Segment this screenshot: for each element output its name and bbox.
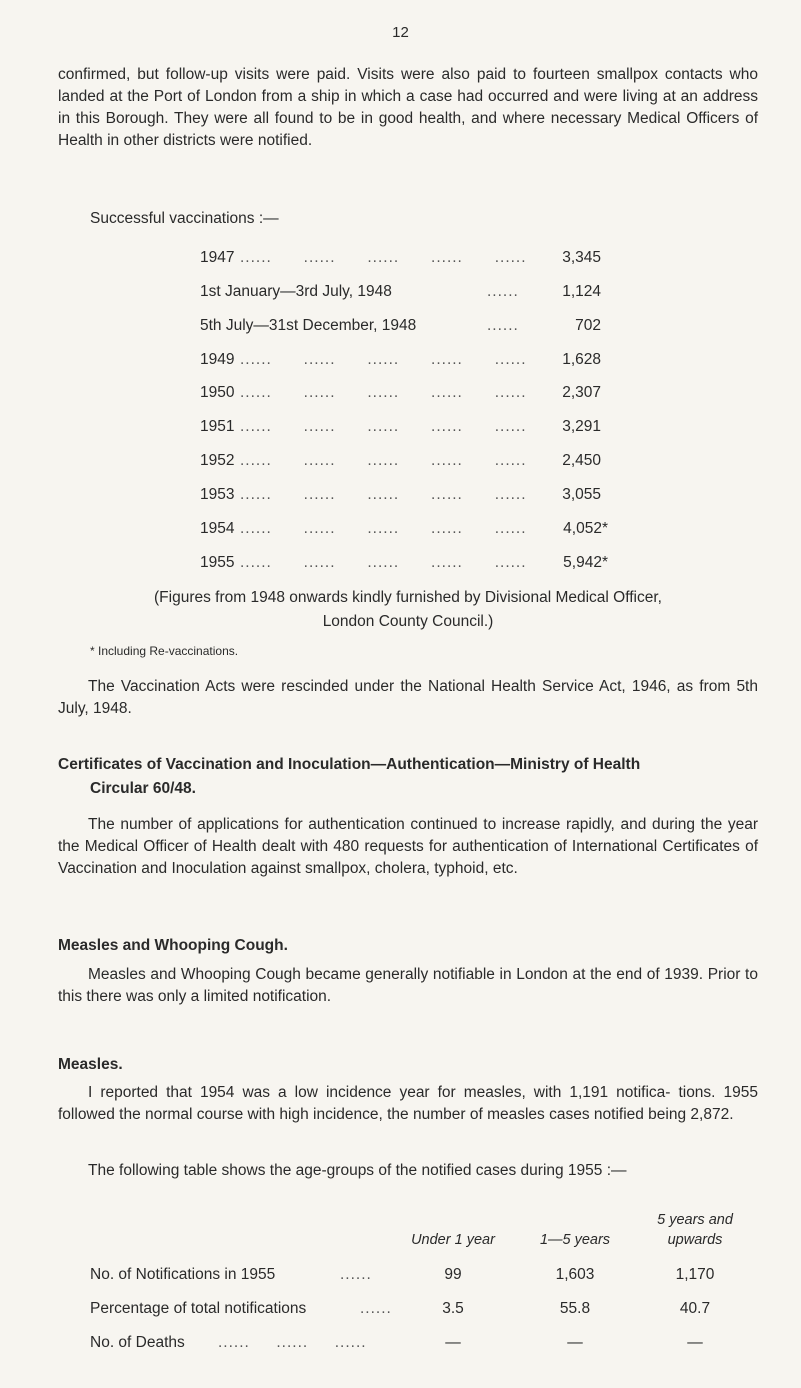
vaccination-row <box>0 552 801 574</box>
cell-1-5: 1,603 <box>555 1266 595 1283</box>
leader-dots: ...... ...... ...... ...... ...... <box>240 486 527 503</box>
vaccination-count: 1,124 <box>562 283 601 300</box>
vaccination-period: 1950 <box>200 384 235 401</box>
table-row <box>0 1264 801 1286</box>
cell-5-upwards: — <box>687 1334 703 1351</box>
vaccination-period: 5th July—31st December, 1948 <box>200 317 417 334</box>
vaccination-count: 3,345 <box>562 249 601 266</box>
measles-whooping-paragraph: Measles and Whooping Cough became generally notifiable in London at the end of 1939. Prior to this there was only a limited notification. <box>58 966 758 1005</box>
col-header-5-upwards-line1: 5 years and <box>657 1212 733 1228</box>
vaccination-row <box>0 518 801 540</box>
leader-dots: ...... <box>487 317 519 334</box>
vaccination-row <box>0 281 801 303</box>
cell-5-upwards: 1,170 <box>675 1266 715 1283</box>
cell-under-1: 3.5 <box>442 1300 464 1317</box>
vaccination-row <box>0 484 801 506</box>
page-number: 12 <box>392 24 409 41</box>
cell-under-1: — <box>445 1334 461 1351</box>
leader-dots: ...... ...... ...... ...... ...... <box>240 452 527 469</box>
cell-1-5: 55.8 <box>559 1300 591 1317</box>
table-row <box>0 1298 801 1320</box>
certificates-heading-line2: Circular 60/48. <box>90 780 196 797</box>
vaccination-count: 3,291 <box>562 418 601 435</box>
leader-dots: ...... ...... ...... ...... ...... <box>240 418 527 435</box>
vaccination-count: 3,055 <box>562 486 601 503</box>
leader-dots: ...... ...... ...... ...... ...... <box>240 351 527 368</box>
leader-dots: ...... ...... ...... ...... ...... <box>240 384 527 401</box>
vaccination-period: 1951 <box>200 418 235 435</box>
vaccination-period: 1947 <box>200 249 235 266</box>
leader-dots: ...... <box>340 1266 372 1283</box>
vaccination-row <box>0 416 801 438</box>
row-label: No. of Deaths <box>90 1334 185 1351</box>
measles-paragraph: I reported that 1954 was a low incidence year for measles, with 1,191 notifica- tions. 1955 followed the normal course with high incidence, the number of measles cases notified being 2,872. <box>58 1084 758 1123</box>
leader-dots: ...... ...... ...... ...... ...... <box>240 249 527 266</box>
footnote: * Including Re-vaccinations. <box>90 644 239 658</box>
vaccination-note-line1: (Figures from 1948 onwards kindly furnished by Divisional Medical Officer, <box>154 589 662 606</box>
leader-dots: ...... <box>360 1300 392 1317</box>
leader-dots: ...... <box>487 283 519 300</box>
vaccination-count: 5,942* <box>563 554 608 571</box>
cell-5-upwards: 40.7 <box>679 1300 711 1317</box>
measles-whooping-heading: Measles and Whooping Cough. <box>58 937 288 954</box>
vaccination-row <box>0 382 801 404</box>
vaccination-note-line2: London County Council.) <box>322 613 494 630</box>
vaccination-row <box>0 450 801 472</box>
vaccination-period: 1954 <box>200 520 235 537</box>
col-header-5-upwards-line2: upwards <box>667 1232 723 1248</box>
vaccination-period: 1953 <box>200 486 235 503</box>
vaccination-count: 2,450 <box>562 452 601 469</box>
vaccination-row <box>0 247 801 269</box>
row-label: Percentage of total notifications <box>90 1300 307 1317</box>
col-header-under-1: Under 1 year <box>411 1232 495 1248</box>
vaccination-row <box>0 349 801 371</box>
vaccination-count: 4,052* <box>563 520 608 537</box>
measles-table-intro: The following table shows the age-groups of the notified cases during 1955 :— <box>88 1162 627 1179</box>
vaccination-period: 1952 <box>200 452 235 469</box>
vaccination-row <box>0 315 801 337</box>
cell-1-5: — <box>567 1334 583 1351</box>
certificates-heading-line1: Certificates of Vaccination and Inoculation—Authentication—Ministry of Health <box>58 756 641 773</box>
cell-under-1: 99 <box>444 1266 462 1283</box>
acts-paragraph: The Vaccination Acts were rescinded under the National Health Service Act, 1946, as from 5th July, 1948. <box>58 678 758 717</box>
vaccination-count: 2,307 <box>562 384 601 401</box>
leader-dots: ...... ...... ...... ...... ...... <box>240 520 527 537</box>
vaccination-period: 1949 <box>200 351 235 368</box>
leader-dots: ...... ...... ...... ...... ...... <box>240 554 527 571</box>
table-row <box>0 1332 801 1354</box>
vaccination-count: 702 <box>575 317 601 334</box>
measles-heading: Measles. <box>58 1056 123 1073</box>
vaccination-period: 1st January—3rd July, 1948 <box>200 283 392 300</box>
vaccination-period: 1955 <box>200 554 235 571</box>
col-header-1-5: 1—5 years <box>539 1232 611 1248</box>
vaccination-count: 1,628 <box>562 351 601 368</box>
certificates-paragraph: The number of applications for authentication continued to increase rapidly, and during the year the Medical Officer of Health dealt with 480 requests for authentication of International Certificates of Vaccination and Inoculation against smallpox, cholera, typhoid, etc. <box>58 816 758 877</box>
row-label: No. of Notifications in 1955 <box>90 1266 276 1283</box>
intro-paragraph: confirmed, but follow-up visits were paid. Visits were also paid to fourteen smallpox contacts who landed at the Port of London from a ship in which a case had occurred and were living at an address in this Borough. They were all found to be in good health, and where necessary Medical Officers of Health in other districts were notified. <box>58 66 758 149</box>
vaccinations-title: Successful vaccinations :— <box>90 210 279 227</box>
leader-dots: ...... ...... ...... <box>218 1334 367 1351</box>
